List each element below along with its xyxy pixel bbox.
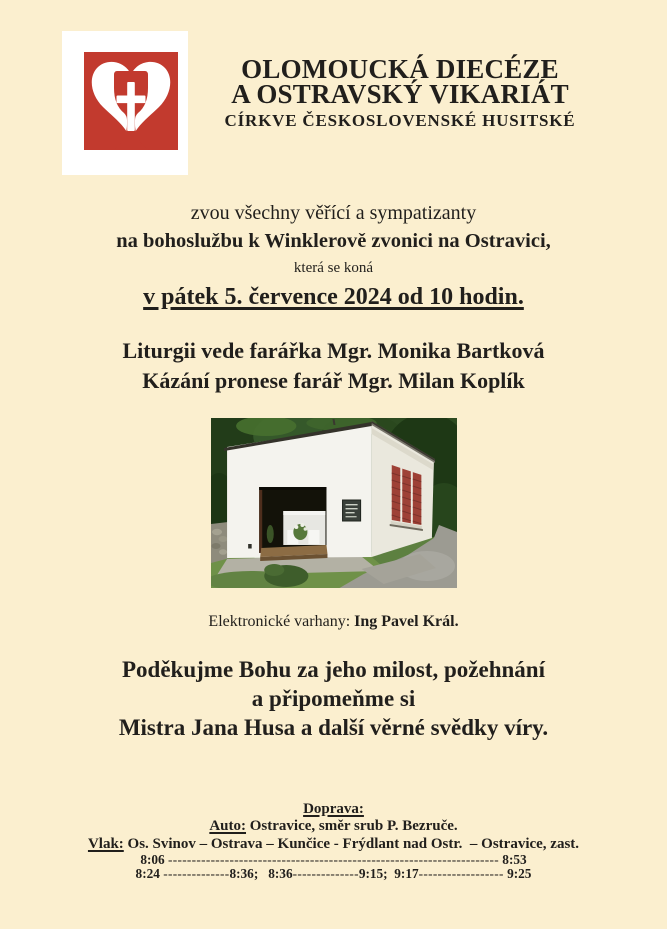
- invitation-line-3: která se koná: [293, 260, 374, 276]
- transport-title: Doprava:: [303, 801, 364, 817]
- row2-time-4: 9:25: [503, 865, 532, 881]
- organ-performer: Ing Pavel Král.: [354, 613, 459, 630]
- header-block: [188, 54, 612, 132]
- row2-dashes-1: --------------: [163, 865, 230, 881]
- clergy-block: [0, 336, 667, 396]
- train-line: [0, 836, 667, 854]
- thanks-line-1: Poděkujme Bohu za jeho milost, požehnání: [122, 657, 545, 682]
- header-line-2: A OSTRAVSKÝ VIKARIÁT: [231, 79, 569, 109]
- auto-label: Auto:: [209, 818, 247, 834]
- chapel-photo: [211, 418, 457, 588]
- thanks-line-2: a připomeňme si: [251, 686, 416, 711]
- invitation-line-2: na bohoslužbu k Winklerově zvonici na Ostravici,: [116, 230, 551, 252]
- timetable-row-1: [0, 853, 667, 867]
- invitation-block: [0, 199, 667, 314]
- event-date-line: v pátek 5. července 2024 od 10 hodin.: [143, 284, 524, 310]
- clergy-line-1: Liturgii vede farářka Mgr. Monika Bartková: [122, 338, 545, 363]
- timetable-row-2: [0, 867, 667, 881]
- train-text: Os. Svinov – Ostrava – Kunčice - Frýdlant nad Ostr. – Ostravice, zast.: [123, 835, 580, 852]
- row2-time-1: 8:24: [135, 865, 164, 881]
- header-line-3: CÍRKVE ČESKOSLOVENSKÉ HUSITSKÉ: [224, 111, 576, 130]
- organ-label: Elektronické varhany:: [208, 613, 355, 630]
- invitation-line-1: zvou všechny věřící a sympatizanty: [190, 202, 477, 224]
- row1-arrive-time: 8:53: [498, 852, 527, 867]
- auto-text: Ostravice, směr srub P. Bezruče.: [246, 818, 458, 834]
- row1-depart-time: 8:06: [140, 852, 169, 867]
- row2-dashes-3: ------------------: [418, 865, 504, 881]
- organ-line: [0, 610, 667, 634]
- clergy-line-2: Kázání pronese farář Mgr. Milan Koplík: [142, 368, 525, 393]
- train-label: Vlak:: [87, 835, 124, 852]
- row2-time-2: 8:36; 8:36: [229, 865, 293, 881]
- thanks-block: [0, 655, 667, 742]
- church-logo-plate: [62, 31, 188, 175]
- row2-time-3: 9:15; 9:17: [358, 865, 419, 881]
- header-line-1: OLOMOUCKÁ DIECÉZE: [241, 54, 559, 84]
- thanks-line-3: Mistra Jana Husa a další věrné svědky víry.: [118, 715, 549, 740]
- row1-dashes: ----------------------------------------------------------------------: [168, 852, 499, 867]
- row2-dashes-2: --------------: [292, 865, 359, 881]
- auto-line: [0, 818, 667, 836]
- transport-block: [0, 800, 667, 880]
- heart-chalice-cross-logo-icon: [84, 52, 178, 150]
